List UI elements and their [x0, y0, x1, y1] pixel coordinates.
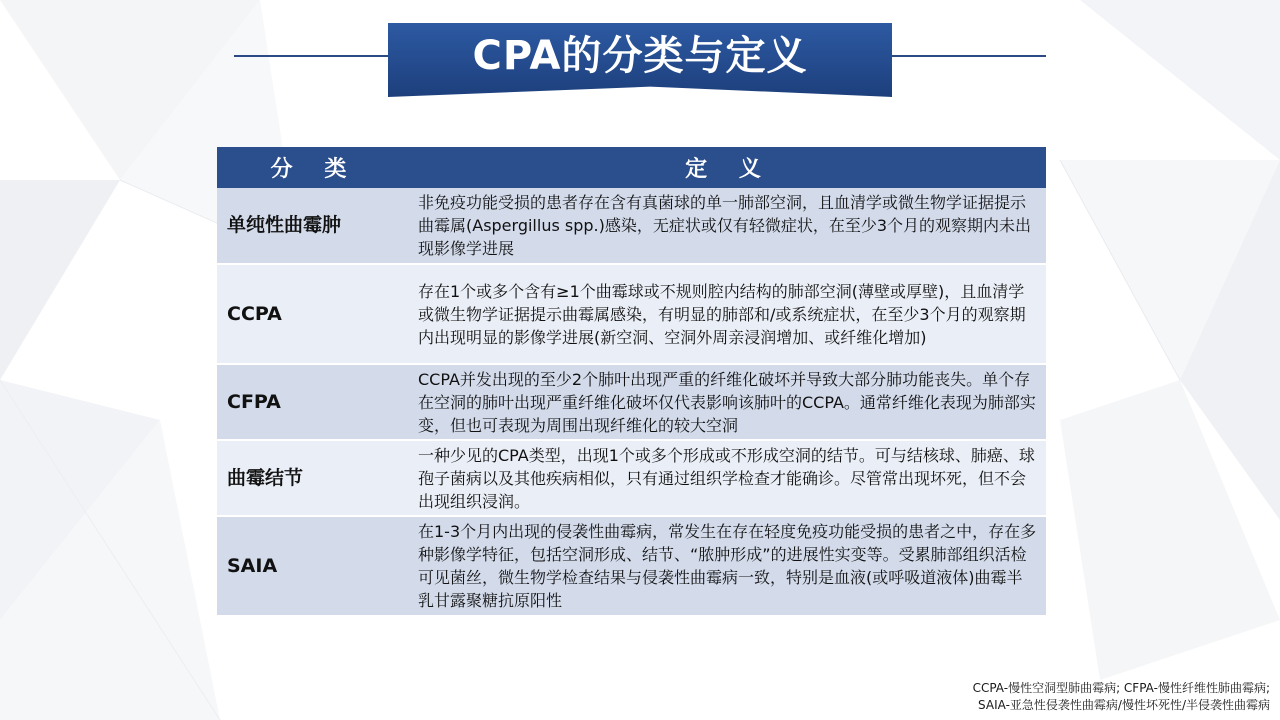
table-row	[217, 440, 1046, 516]
title-rule-left	[234, 55, 390, 57]
row-category: CFPA	[217, 364, 412, 440]
table-row	[217, 264, 1046, 364]
classification-table	[217, 147, 1046, 617]
title-rule-right	[890, 55, 1046, 57]
row-definition: 存在1个或多个含有≥1个曲霉球或不规则腔内结构的肺部空洞(薄壁或厚壁)，且血清学或微生物学证据提示曲霉属感染，有明显的肺部和/或系统症状，在至少3个月的观察期内出现明显的影像学进展(新空洞、空洞外周亲浸润增加、或纤维化增加)	[412, 264, 1046, 364]
page-title: CPA的分类与定义	[472, 33, 808, 79]
table-row	[217, 364, 1046, 440]
row-definition: CCPA并发出现的至少2个肺叶出现严重的纤维化破坏并导致大部分肺功能丧失。单个存在空洞的肺叶出现严重纤维化破坏仅代表影响该肺叶的CCPA。通常纤维化表现为肺部实变，但也可表现为周围出现纤维化的较大空洞	[412, 364, 1046, 440]
column-header-definition: 定 义	[412, 147, 1046, 188]
row-category: 单纯性曲霉肿	[217, 188, 412, 264]
row-definition: 一种少见的CPA类型，出现1个或多个形成或不形成空洞的结节。可与结核球、肺癌、球孢子菌病以及其他疾病相似，只有通过组织学检查才能确诊。尽管常出现坏死，但不会出现组织浸润。	[412, 440, 1046, 516]
row-definition: 在1-3个月内出现的侵袭性曲霉病，常发生在存在轻度免疫功能受损的患者之中，存在多种影像学特征，包括空洞形成、结节、“脓肿形成”的进展性实变等。受累肺部组织活检可见菌丝，微生物学检查结果与侵袭性曲霉病一致，特别是血液(或呼吸道液体)曲霉半乳甘露聚糖抗原阳性	[412, 516, 1046, 616]
column-header-category: 分 类	[217, 147, 412, 188]
row-category: 曲霉结节	[217, 440, 412, 516]
footnote-line: SAIA-亚急性侵袭性曲霉病/慢性坏死性/半侵袭性曲霉病	[978, 698, 1270, 712]
table-row	[217, 516, 1046, 616]
abbreviation-footnote	[973, 680, 1270, 714]
row-category: SAIA	[217, 516, 412, 616]
footnote-line: CCPA-慢性空洞型肺曲霉病; CFPA-慢性纤维性肺曲霉病;	[972, 681, 1270, 695]
table-header-row	[217, 147, 1046, 188]
row-definition: 非免疫功能受损的患者存在含有真菌球的单一肺部空洞，且血清学或微生物学证据提示曲霉属(Aspergillus spp.)感染，无症状或仅有轻微症状，在至少3个月的观察期内未出现影像学进展	[412, 188, 1046, 264]
table-row	[217, 188, 1046, 264]
row-category: CCPA	[217, 264, 412, 364]
